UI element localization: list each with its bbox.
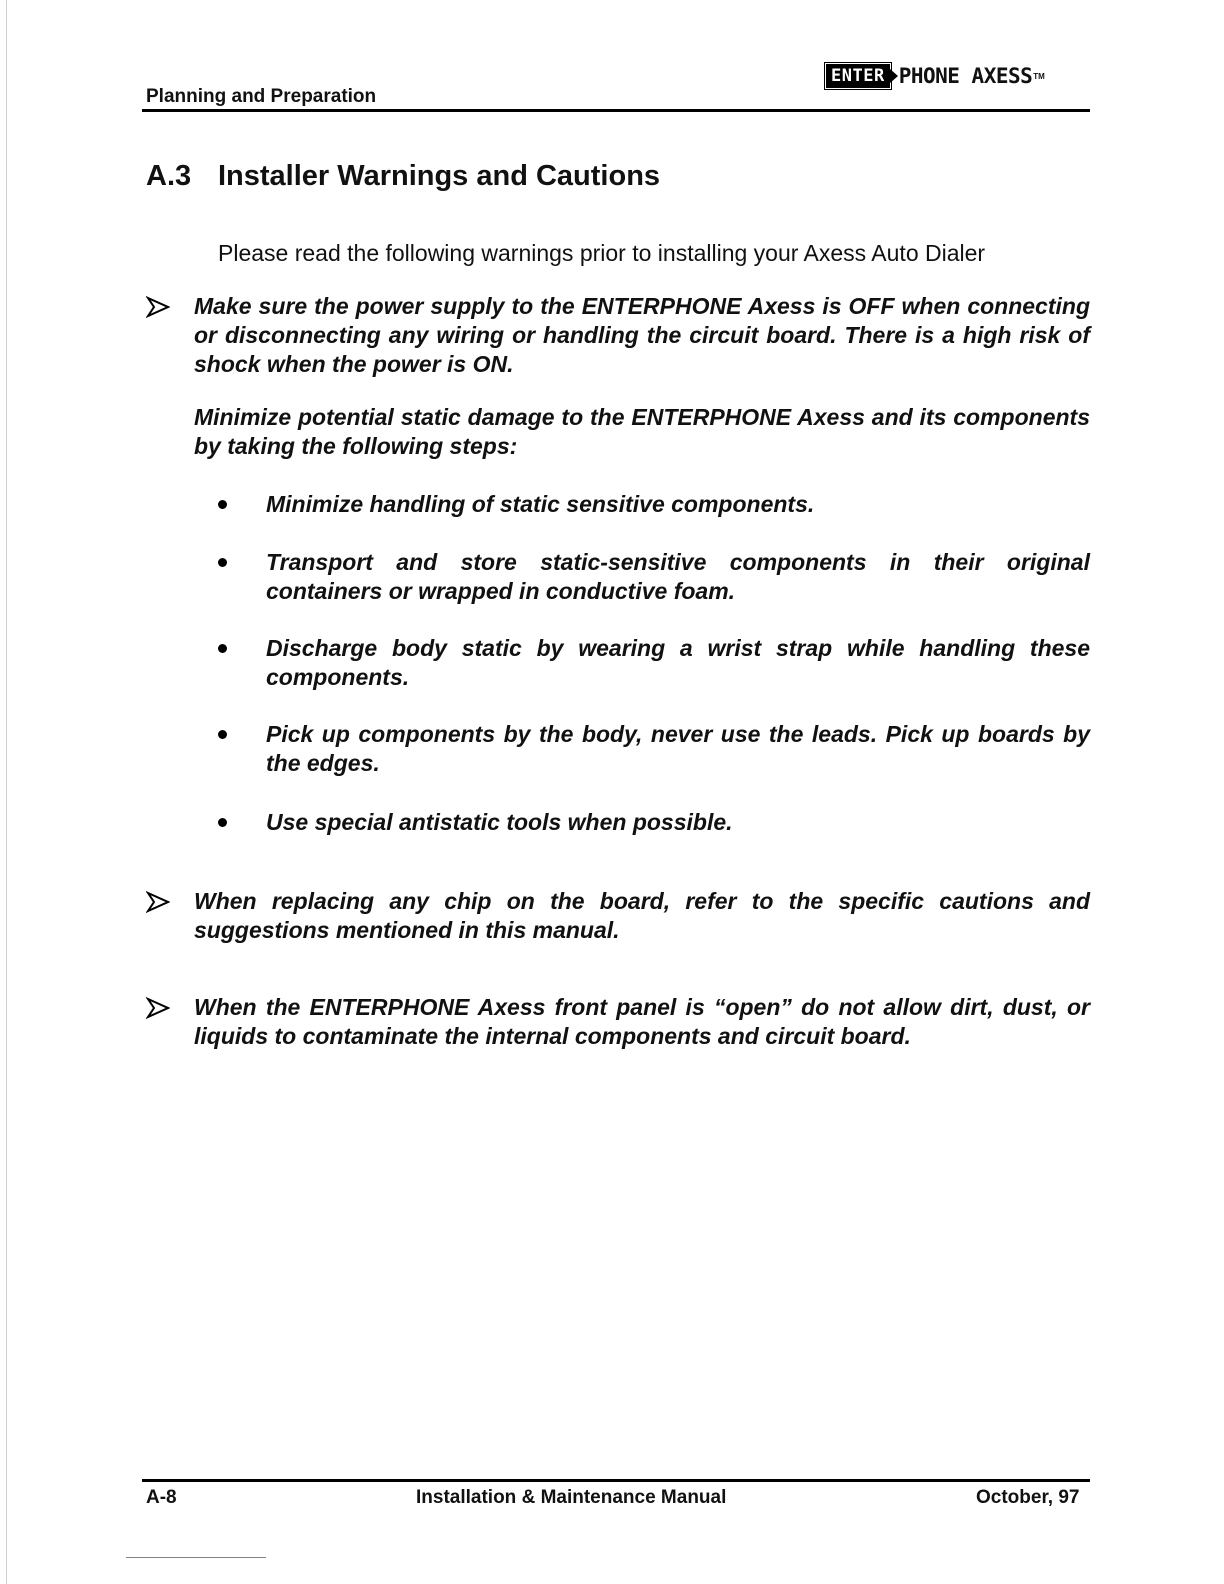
- static-step: [218, 490, 1090, 519]
- arrowhead-bullet-icon: [146, 997, 170, 1019]
- static-step-text: Discharge body static by wearing a wrist strap while handling these components.: [266, 635, 1090, 690]
- bullet-dot-icon: [218, 500, 227, 509]
- static-step: [218, 634, 1090, 692]
- logo-text: PHONE AXESS: [898, 64, 1033, 88]
- page-number: A-8: [146, 1487, 177, 1508]
- bullet-dot-icon: [218, 730, 227, 739]
- arrowhead-bullet-icon: [146, 891, 170, 913]
- bullet-dot-icon: [218, 558, 227, 567]
- static-intro: Minimize potential static damage to the ENTERPHONE Axess and its components by taking the following steps:: [194, 404, 1090, 459]
- section-number: A.3: [146, 160, 192, 192]
- static-step-text: Use special antistatic tools when possible.: [266, 809, 733, 835]
- running-header: Planning and Preparation: [146, 86, 377, 107]
- logo-trademark: TM: [1033, 71, 1045, 81]
- enterphone-logo: [826, 63, 1045, 89]
- static-step: [218, 808, 1090, 837]
- warning-item: [146, 887, 1090, 945]
- warning-item: [146, 993, 1090, 1051]
- static-step-text: Minimize handling of static sensitive components.: [266, 491, 815, 517]
- static-step-text: Pick up components by the body, never use the leads. Pick up boards by the edges.: [266, 721, 1090, 776]
- scan-artifact-line: [126, 1557, 266, 1558]
- warning-text: Make sure the power supply to the ENTERPHONE Axess is OFF when connecting or disconnecting any wiring or handling the circuit board. There is a high risk of shock when the power is ON.: [194, 293, 1090, 377]
- section-title: Installer Warnings and Cautions: [218, 160, 661, 192]
- scan-edge-line: [6, 0, 7, 1584]
- header-rule: [142, 109, 1090, 112]
- arrowhead-bullet-icon: [146, 296, 170, 318]
- bullet-dot-icon: [218, 818, 227, 827]
- intro-paragraph: Please read the following warnings prior to installing your Axess Auto Dialer: [218, 240, 986, 266]
- bullet-dot-icon: [218, 644, 227, 653]
- manual-title: Installation & Maintenance Manual: [416, 1487, 727, 1508]
- warning-text: When replacing any chip on the board, refer to the specific cautions and suggestions mentioned in this manual.: [194, 888, 1090, 943]
- static-step: [218, 548, 1090, 606]
- logo-arrow-icon: [890, 69, 898, 83]
- static-step-text: Transport and store static-sensitive components in their original containers or wrapped in conductive foam.: [266, 549, 1090, 604]
- logo-enter-box: ENTER: [826, 64, 890, 88]
- footer-rule: [142, 1479, 1090, 1482]
- static-step: [218, 720, 1090, 778]
- warning-text: When the ENTERPHONE Axess front panel is “open” do not allow dirt, dust, or liquids to contaminate the internal components and circuit board.: [194, 994, 1090, 1049]
- warning-item: [146, 292, 1090, 379]
- publication-date: October, 97: [976, 1487, 1080, 1508]
